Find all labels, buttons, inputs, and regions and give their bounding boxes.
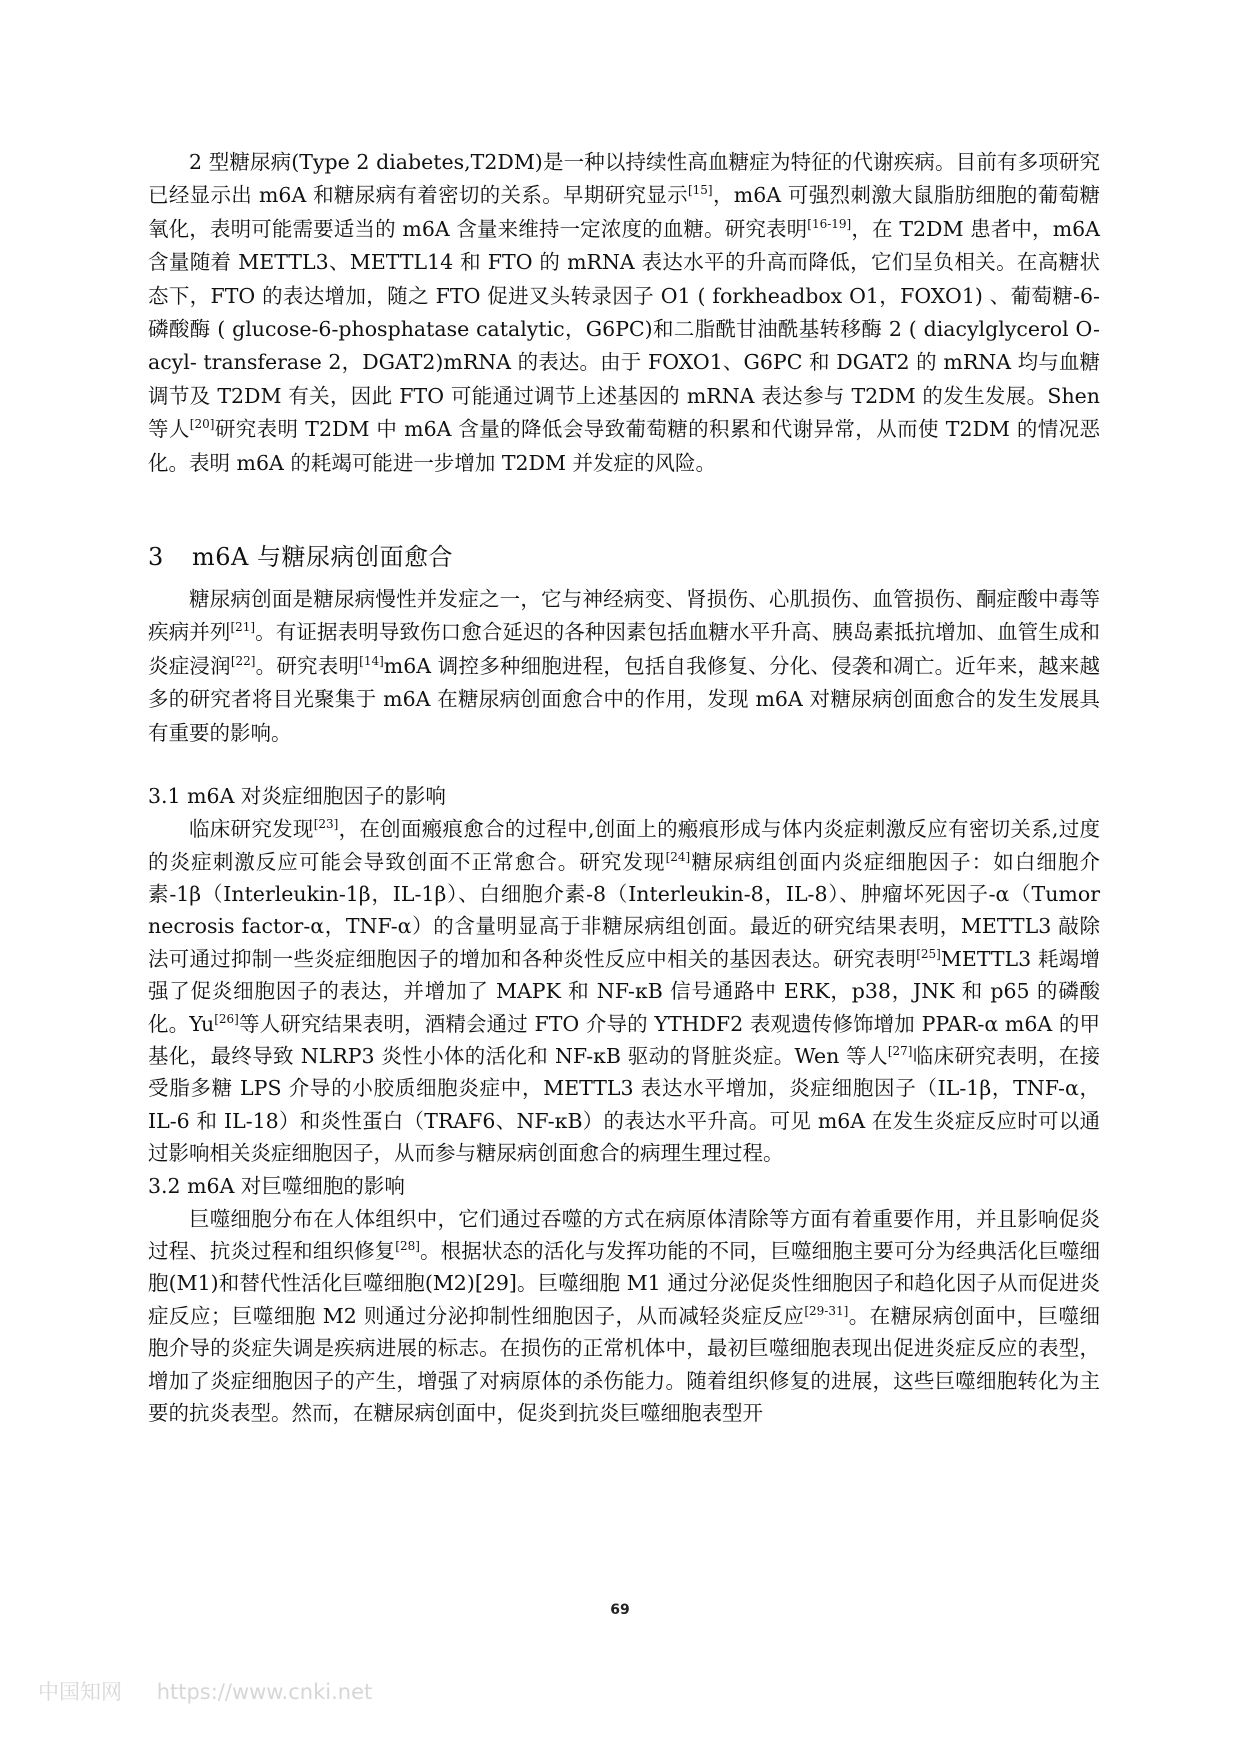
citation: [24] bbox=[665, 849, 691, 864]
paragraph-wound bbox=[148, 583, 1100, 750]
citation: [21] bbox=[230, 620, 256, 635]
text-run: 等人研究结果表明，酒精会通过 FTO 介导的 YTHDF2 表观遗传修饰增加 PPAR-α m6A 的甲基化，最终导致 NLRP3 炎性小体的活化和 NF-κB 驱动的肾脏炎症。Wen 等人 bbox=[148, 1011, 1100, 1068]
citation: [29-31] bbox=[804, 1303, 849, 1318]
text-run: 。研究表明 bbox=[255, 653, 360, 678]
text-run: 。在糖尿病创面中，巨噬细胞介导的炎症失调是疾病进展的标志。在损伤的正常机体中，最初巨噬细胞表现出促进炎症反应的表型，增加了炎症细胞因子的产生，增强了对病原体的杀伤能力。随着组织修复的进展，这些巨噬细胞转化为主要的抗炎表型。然而，在糖尿病创面中，促炎到抗炎巨噬细胞表型开 bbox=[148, 1303, 1100, 1425]
watermark-url: https://www.cnki.net bbox=[156, 1680, 373, 1704]
section-title: m6A 与糖尿病创面愈合 bbox=[192, 543, 453, 572]
watermark-brand: 中国知网 bbox=[38, 1680, 122, 1704]
text-run: ，在 T2DM 患者中，m6A 含量随着 METTL3、METTL14 和 FTO 的 mRNA 表达水平的升高而降低，它们呈负相关。在高糖状态下，FTO 的表达增加，随之 FTO 促进叉头转录因子 O1 ( forkheadbox O1，FOXO1) 、葡萄糖-6-磷酸酶 ( glucose-6-phosphatase catalytic，G6PC)和二脂酰甘油酰基转移酶 2 ( diacylglycerol O-acyl- transferase 2，DGAT2)mRNA 的表达。由于 FOXO1、G6PC 和 DGAT2 的 mRNA 均与血糖调节及 T2DM 有关，因此 FTO 可能通过调节上述基因的 mRNA 表达参与 T2DM 的发生发展。Shen 等人 bbox=[148, 216, 1100, 442]
text-run: 临床研究表明，在接受脂多糖 LPS 介导的小胶质细胞炎症中，METTL3 表达水平增加，炎症细胞因子（IL-1β，TNF-α，IL-6 和 IL-18）和炎性蛋白（TRAF6、NF-κB）的表达水平升高。可见 m6A 在发生炎症反应时可以通过影响相关炎症细胞因子，从而参与糖尿病创面愈合的病理生理过程。 bbox=[148, 1043, 1101, 1166]
text-run: ，在创面瘢痕愈合的过程中,创面上的瘢痕形成与体内炎症刺激反应有密切关系,过度的炎症刺激反应可能会导致创面不正常愈合。研究发现 bbox=[148, 817, 1101, 874]
text-run: m6A 调控多种细胞进程，包括自我修复、分化、侵袭和凋亡。近年来，越来越多的研究者将目光聚集于 m6A 在糖尿病创面愈合中的作用，发现 m6A 对糖尿病创面愈合的发生发展具有重要的影响。 bbox=[148, 653, 1101, 745]
citation: [16-19] bbox=[807, 216, 852, 231]
text-run: 研究表明 T2DM 中 m6A 含量的降低会导致葡萄糖的积累和代谢异常，从而使 T2DM 的情况恶化。表明 m6A 的耗竭可能进一步增加 T2DM 并发症的风险。 bbox=[148, 417, 1101, 475]
section-heading bbox=[148, 540, 1100, 574]
citation: [26] bbox=[214, 1011, 239, 1026]
citation: [23] bbox=[313, 817, 339, 832]
text-run: METTL3 耗竭增强了促炎细胞因子的表达，并增加了 MAPK 和 NF-κB 信号通路中 ERK，p38，JNK 和 p65 的磷酸化。Yu bbox=[148, 946, 1101, 1036]
citation: [20] bbox=[189, 417, 215, 432]
text-run: 糖尿病创面是糖尿病慢性并发症之一，它与神经病变、肾损伤、心肌损伤、血管损伤、酮症酸中毒等疾病并列 bbox=[148, 587, 1100, 645]
citation: [28] bbox=[395, 1239, 420, 1254]
citation: [27] bbox=[887, 1044, 913, 1059]
watermark bbox=[38, 1676, 372, 1706]
subsection-heading-3-2: 3.2 m6A 对巨噬细胞的影响 bbox=[148, 1173, 405, 1198]
page-body bbox=[148, 146, 1100, 1429]
citation: [14] bbox=[359, 654, 384, 669]
section-number: 3 bbox=[148, 543, 164, 572]
page-number: 69 bbox=[610, 1602, 630, 1618]
text-run: 2 型糖尿病(Type 2 diabetes,T2DM)是一种以持续性高血糖症为特征的代谢疾病。目前有多项研究已经显示出 m6A 和糖尿病有着密切的关系。早期研究显示 bbox=[148, 150, 1100, 208]
paragraph-inflammation bbox=[148, 813, 1100, 1169]
paragraph-t2dm bbox=[148, 146, 1100, 480]
paragraph-macrophage bbox=[148, 1203, 1100, 1430]
subsection-heading-3-1: 3.1 m6A 对炎症细胞因子的影响 bbox=[148, 784, 446, 809]
text-run: 。有证据表明导致伤口愈合延迟的各种因素包括血糖水平升高、胰岛素抵抗增加、血管生成和炎症浸润 bbox=[148, 620, 1101, 678]
text-run: 临床研究发现 bbox=[189, 817, 314, 842]
citation: [25] bbox=[916, 946, 941, 961]
text-run: 糖尿病组创面内炎症细胞因子：如白细胞介素-1β（Interleukin-1β，IL-1β）、白细胞介素-8（Interleukin-8，IL-8）、肿瘤坏死因子-α（Tumor necrosis factor-α，TNF-α）的含量明显高于非糖尿病组创面。最近的研究结果表明，METTL3 敲除法可通过抑制一些炎症细胞因子的增加和各种炎性反应中相关的基因表达。研究表明 bbox=[148, 849, 1101, 971]
citation: [15] bbox=[687, 183, 713, 198]
text-run: ，m6A 可强烈刺激大鼠脂肪细胞的葡萄糖氧化，表明可能需要适当的 m6A 含量来维持一定浓度的血糖。研究表明 bbox=[148, 183, 1100, 241]
citation: [22] bbox=[230, 654, 256, 669]
text-run: 。根据状态的活化与发挥功能的不同，巨噬细胞主要可分为经典活化巨噬细胞(M1)和替代性活化巨噬细胞(M2)[29]。巨噬细胞 M1 通过分泌促炎性细胞因子和趋化因子从而促进炎症反应；巨噬细胞 M2 则通过分泌抑制性细胞因子，从而减轻炎症反应 bbox=[148, 1238, 1100, 1328]
text-run: 巨噬细胞分布在人体组织中，它们通过吞噬的方式在病原体清除等方面有着重要作用，并且影响促炎过程、抗炎过程和组织修复 bbox=[148, 1206, 1100, 1263]
